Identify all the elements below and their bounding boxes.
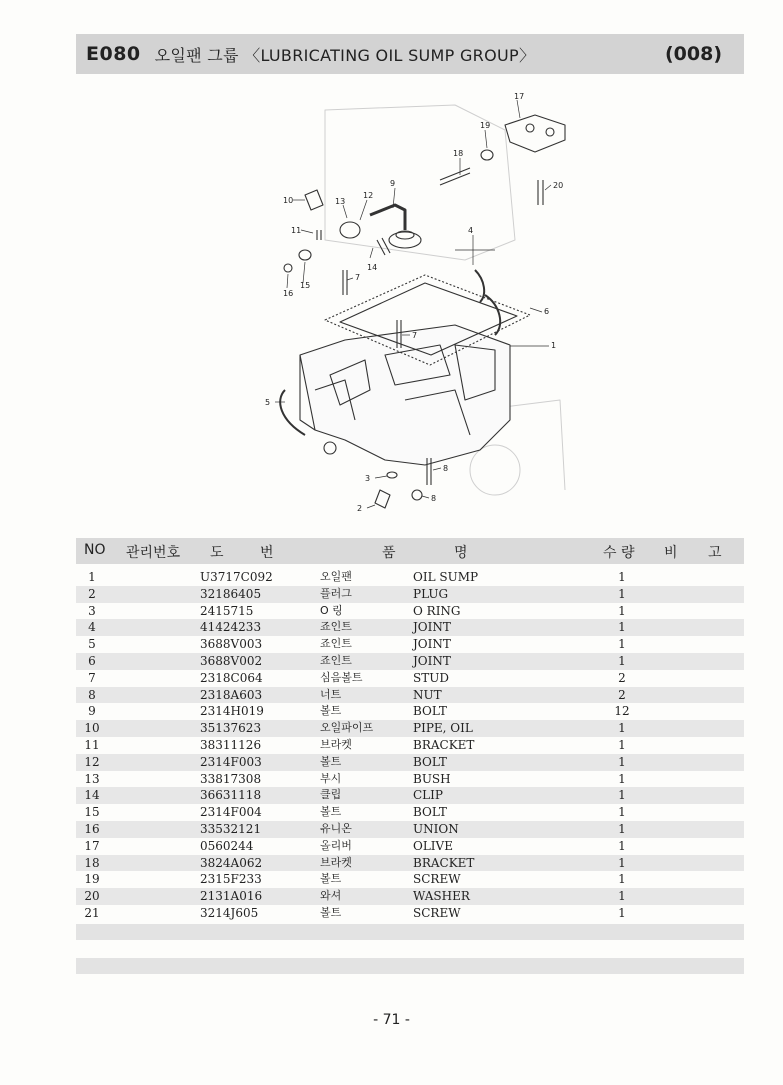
- table-row: 4 41424233 죠인트 JOINT 1: [76, 619, 744, 636]
- table-row: 19 2315F233 볼트 SCREW 1: [84, 872, 626, 887]
- table-row: 5 3688V003 죠인트 JOINT 1: [88, 637, 626, 652]
- callout-20: 19: [480, 121, 491, 130]
- table-row: 18 3824A062 브라켓 BRACKET 1: [76, 855, 744, 872]
- section-header: [76, 34, 744, 74]
- callout-16: 15: [300, 281, 311, 290]
- table-row: 17 0560244 올리버 OLIVE 1: [84, 838, 626, 853]
- callout-12: 11: [291, 226, 302, 235]
- callout-14: 13: [335, 197, 346, 206]
- callout-6: 6: [544, 307, 550, 316]
- group-title: 오일팬 그룹 〈LUBRICATING OIL SUMP GROUP〉: [154, 45, 536, 65]
- col-no: NO: [84, 542, 106, 558]
- table-row: 6 3688V002 죠인트 JOINT 1: [76, 653, 744, 670]
- col-pum: 품: [382, 545, 396, 561]
- table-row: 1 U3717C092 오일팬 OIL SUMP 1: [88, 570, 626, 584]
- table-row: 20 2131A016 와셔 WASHER 1: [76, 888, 744, 905]
- callout-21: 20: [553, 181, 564, 190]
- col-do: 도: [210, 545, 224, 561]
- table-row: 13 33817308 부시 BUSH 1: [84, 771, 626, 786]
- col-go: 고: [708, 545, 722, 561]
- callout-1: 1: [551, 341, 557, 350]
- group-code: E080: [86, 43, 141, 65]
- callout-5: 5: [265, 398, 271, 407]
- callout-13: 12: [363, 191, 374, 200]
- table-row: 8 2318A603 너트 NUT 2: [76, 687, 744, 704]
- table-row: 14 36631118 클립 CLIP 1: [76, 787, 744, 804]
- callout-11: 10: [283, 196, 294, 205]
- table-row: 9 2314H019 볼트 BOLT 12: [88, 704, 630, 719]
- table-empty-band: [76, 924, 744, 940]
- col-myeong: 명: [454, 545, 468, 561]
- page-number: - 71 -: [373, 1012, 410, 1028]
- callout-10: 9: [390, 179, 396, 188]
- exploded-parts-diagram: [255, 90, 585, 520]
- table-row: 15 2314F004 볼트 BOLT 1: [84, 805, 626, 820]
- table-row: 3 2415715 O 링 O RING 1: [88, 603, 626, 618]
- page-code: (008): [664, 43, 722, 65]
- col-mgmt-no: 관리번호: [126, 545, 181, 561]
- parts-table-body: [76, 569, 744, 922]
- callout-3: 3: [365, 474, 371, 483]
- table-row: 2 32186405 플러그 PLUG 1: [76, 586, 744, 603]
- table-row: 11 38311126 브라켓 BRACKET 1: [84, 737, 626, 752]
- callout-7b: 7: [412, 331, 418, 340]
- table-row: 12 2314F003 볼트 BOLT 1: [76, 754, 744, 771]
- callout-18: 17: [514, 92, 525, 101]
- callout-15: 14: [367, 263, 378, 272]
- callout-4: 4: [468, 226, 474, 235]
- table-empty-band: [76, 958, 744, 974]
- table-row: 21 3214J605 볼트 SCREW 1: [84, 905, 626, 920]
- callout-2: 2: [357, 504, 363, 513]
- col-bi: 비: [664, 545, 678, 561]
- table-row: 10 35137623 오일파이프 PIPE, OIL 1: [76, 720, 744, 737]
- table-row: 16 33532121 유니온 UNION 1: [76, 821, 744, 838]
- callout-17: 16: [283, 289, 294, 298]
- callout-19: 18: [453, 149, 464, 158]
- callout-7a: 7: [355, 273, 361, 282]
- callout-8: 8: [431, 494, 437, 503]
- table-header: [76, 538, 744, 564]
- col-qty: 수 량: [603, 545, 635, 561]
- table-row: 7 2318C064 심음볼트 STUD 2: [88, 670, 626, 685]
- callout-9: 8: [443, 464, 449, 473]
- col-beon: 번: [260, 545, 274, 561]
